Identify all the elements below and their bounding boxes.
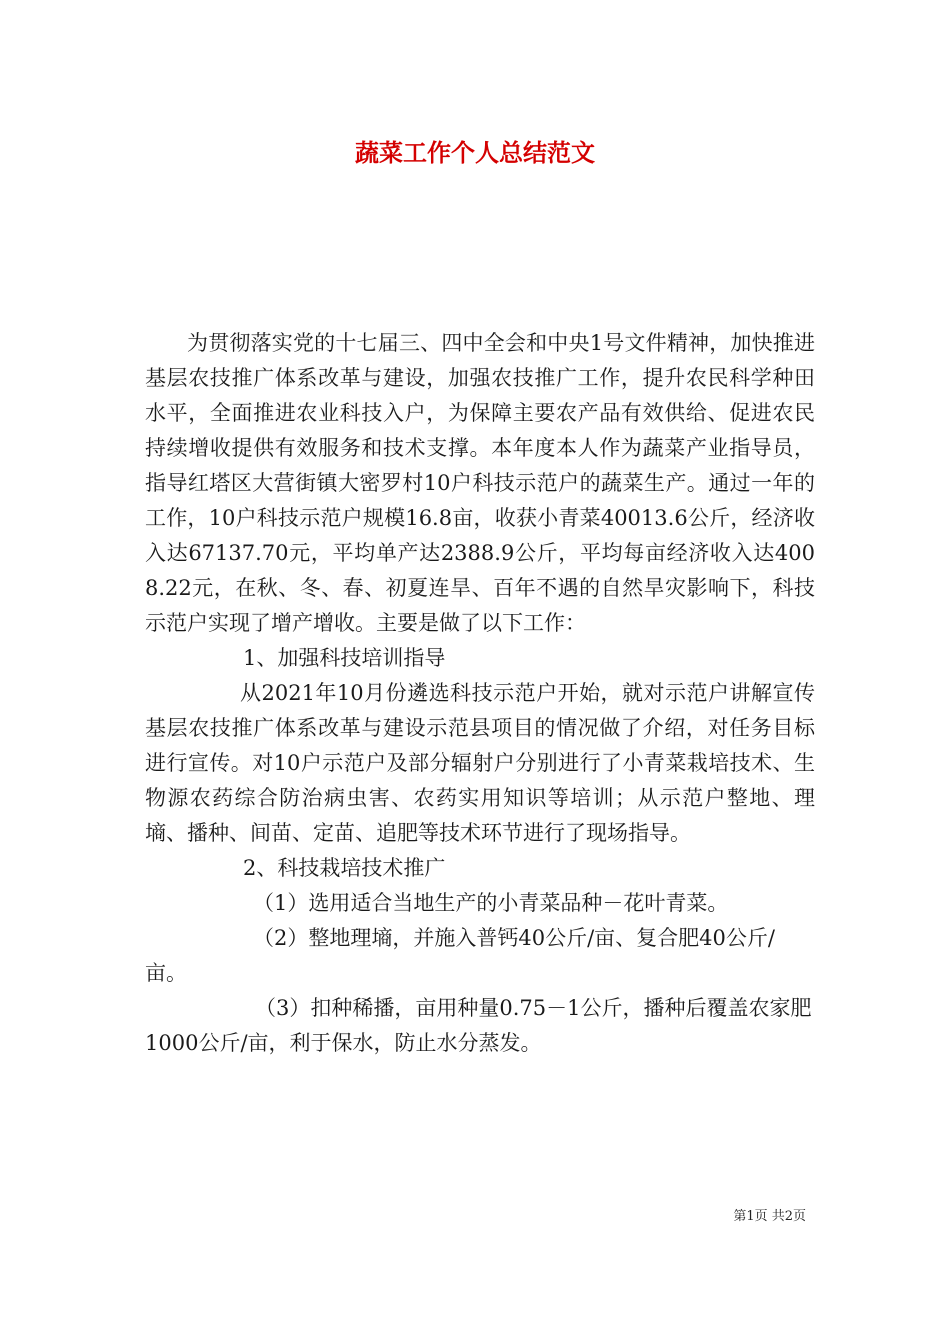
document-body	[145, 326, 815, 1061]
page-number-footer: 第1页 共2页	[733, 1209, 806, 1224]
document-title: 蔬菜工作个人总结范文	[355, 139, 595, 167]
section-1-heading: 1、加强科技培训指导	[243, 646, 446, 670]
step-3-item: （3）扣种稀播，亩用种量0.75－1公斤，播种后覆盖农家肥1000公斤/亩，利于保水，防止水分蒸发。	[145, 996, 812, 1055]
intro-paragraph: 为贯彻落实党的十七届三、四中全会和中央1号文件精神，加快推进基层农技推广体系改革与建设，加强农技推广工作，提升农民科学种田水平，全面推进农业科技入户，为保障主要农产品有效供给、促进农民持续增收提供有效服务和技术支撑。本年度本人作为蔬菜产业指导员，指导红塔区大营街镇大密罗村10户科技示范户的蔬菜生产。通过一年的工作，10户科技示范户规模16.8亩，收获小青菜40013.6公斤，经济收入达67137.70元，平均单产达2388.9公斤，平均每亩经济收入达4008.22元，在秋、冬、春、初夏连旱、百年不遇的自然旱灾影响下，科技示范户实现了增产增收。主要是做了以下工作：	[145, 331, 815, 635]
step-2-item: （2）整地理墒，并施入普钙40公斤/亩、复合肥40公斤/亩。	[145, 926, 775, 985]
section-2-heading: 2、科技栽培技术推广	[243, 856, 446, 880]
section-1-paragraph: 从2021年10月份遴选科技示范户开始，就对示范户讲解宣传基层农技推广体系改革与建设示范县项目的情况做了介绍，对任务目标进行宣传。对10户示范户及部分辐射户分别进行了小青菜栽培技术、生物源农药综合防治病虫害、农药实用知识等培训；从示范户整地、理墒、播种、间苗、定苗、追肥等技术环节进行了现场指导。	[145, 681, 815, 845]
step-1-item: （1）选用适合当地生产的小青菜品种－花叶青菜。	[253, 891, 729, 915]
